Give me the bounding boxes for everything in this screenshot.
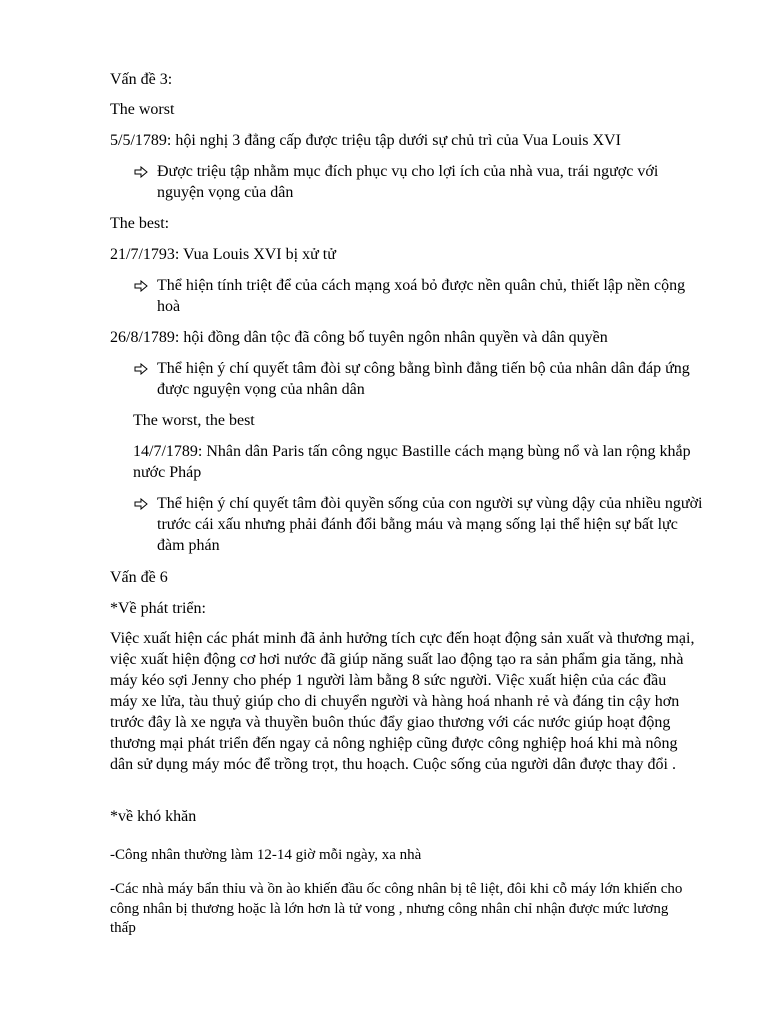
label-the-best: The best: [110, 215, 170, 232]
hollow-right-arrow-icon [133, 493, 149, 514]
bullet-text: Được triệu tập nhằm mục đích phục vụ cho lợi ích của nhà vua, trái ngược với nguyện vọng của dân [157, 163, 659, 201]
subheading-phat-trien: *Về phát triển: [110, 600, 206, 617]
event-26-8-1789: 26/8/1789: hội đồng dân tộc đã công bố tuyên ngôn nhân quyền và dân quyền [110, 329, 608, 346]
paragraph-nha-may: -Các nhà máy bẩn thỉu và ồn ào khiến đầu ốc công nhân bị tê liệt, đôi khi cỗ máy lớn khiến cho công nhân bị thương hoặc là lớn hơn là tử vong , nhưng công nhân chỉ nhận được mức lương thấp [110, 881, 683, 936]
event-21-7-1793: 21/7/1793: Vua Louis XVI bị xử tử [110, 246, 336, 263]
label-the-worst: The worst [110, 101, 175, 118]
label-the-worst-the-best: The worst, the best [133, 412, 255, 429]
heading-van-de-3: Vấn đề 3: [110, 71, 173, 88]
hollow-right-arrow-icon [133, 358, 149, 379]
subheading-kho-khan: *về khó khăn [110, 808, 197, 825]
hollow-right-arrow-icon [133, 161, 149, 182]
heading-van-de-6: Vấn đề 6 [110, 569, 168, 586]
paragraph-gio-lam: -Công nhân thường làm 12-14 giờ mỗi ngày, xa nhà [110, 847, 422, 863]
bullet-text: Thể hiện ý chí quyết tâm đòi sự công bằng bình đẳng tiến bộ của nhân dân đáp ứng được nguyện vọng của nhân dân [157, 360, 690, 398]
event-5-5-1789: 5/5/1789: hội nghị 3 đẳng cấp được triệu tập dưới sự chủ trì của Vua Louis XVI [110, 132, 621, 149]
bullet-text: Thể hiện ý chí quyết tâm đòi quyền sống của con người sự vùng dậy của nhiều người trước cái xấu nhưng phải đánh đổi bằng máu và mạng sống lại thể hiện sự bất lực đàm phán [157, 495, 703, 554]
event-14-7-1789: 14/7/1789: Nhân dân Paris tấn công ngục Bastille cách mạng bùng nổ và lan rộng khắp nước Pháp [133, 443, 691, 481]
hollow-right-arrow-icon [133, 275, 149, 296]
bullet-text: Thể hiện tính triệt để của cách mạng xoá bỏ được nền quân chủ, thiết lập nền cộng hoà [157, 277, 686, 315]
paragraph-phat-trien: Việc xuất hiện các phát minh đã ảnh hưởng tích cực đến hoạt động sản xuất và thương mại, việc xuất hiện động cơ hơi nước đã giúp năng suất lao động tạo ra sản phẩm gia tăng, nhà máy kéo sợi Jenny cho phép 1 người làm bằng 8 sức người. Việc xuất hiện của các đầu máy xe lửa, tàu thuỷ giúp cho di chuyển người và hàng hoá nhanh rẻ và đáng tin cậy hơn trước đây là xe ngựa và thuyền buôn thúc đẩy giao thương với các nước giúp hoạt động thương mại phát triển đến ngay cả nông nghiệp cũng được công nghiệp hoá khi mà nông dân sử dụng máy móc để trồng trọt, thu hoạch. Cuộc sống của người dân được thay đổi . [110, 630, 695, 773]
